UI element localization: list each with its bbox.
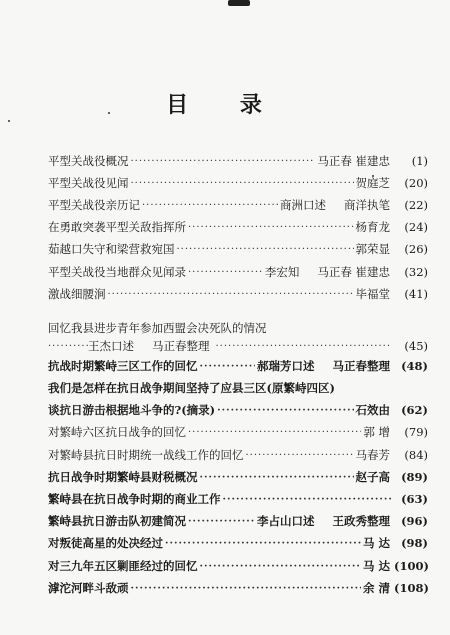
toc-entry[interactable] <box>48 150 428 172</box>
toc-entry[interactable] <box>48 466 428 488</box>
entry-author: 李宏知 <box>264 264 300 279</box>
entry-author-secondary: 马正春整理 <box>332 358 390 373</box>
toc-entry[interactable] <box>48 319 428 355</box>
entry-page: (1) <box>411 153 428 168</box>
toc-entry[interactable] <box>48 194 428 216</box>
entry-title: 对繁峙县抗日时期统一战线工作的回忆 <box>48 447 244 462</box>
entry-title: 平型关战役当地群众见闻录 <box>48 264 186 279</box>
entry-author: 马 达 <box>362 536 390 551</box>
entry-page: (89) <box>401 469 428 484</box>
entry-title: 繁峙县在抗日战争时期的商业工作 <box>48 492 221 507</box>
leader-dots <box>200 471 354 484</box>
entry-author: 杨育龙 <box>355 220 390 235</box>
page-title: 目 录 <box>166 93 284 118</box>
leader-dots <box>142 199 278 212</box>
entry-title: 平型关战役亲历记 <box>48 197 140 212</box>
entry-author: 马春芳 <box>355 447 390 462</box>
entry-title: 滹沱河畔斗敌顽 <box>48 580 129 595</box>
toc-entry[interactable] <box>48 217 428 239</box>
entry-author-secondary: 商洋执笔 <box>344 197 390 212</box>
leader-dots <box>216 340 393 353</box>
entry-author: 贺庭芝 <box>355 175 390 190</box>
scan-speck <box>108 112 110 114</box>
toc-entry[interactable] <box>48 261 428 283</box>
entry-title: 平型关战役见闻 <box>48 175 129 190</box>
section-gap <box>48 305 428 319</box>
entry-author: 石效由 <box>355 403 390 418</box>
toc-entry[interactable] <box>48 283 428 305</box>
entry-page: (32) <box>404 264 428 279</box>
toc-entry[interactable] <box>48 378 428 400</box>
entry-page: (48) <box>401 358 428 373</box>
entry-author: 余 清 <box>362 580 390 595</box>
entry-page: (96) <box>401 514 428 529</box>
entry-page: (26) <box>404 242 428 257</box>
entry-author: 郝瑞芳口述 <box>257 358 315 373</box>
entry-title: 在勇敢突袭平型关敌指挥所 <box>48 220 186 235</box>
entry-title: 激战细腰涧 <box>48 286 106 301</box>
toc-entry[interactable] <box>48 172 428 194</box>
entry-page: (63) <box>401 492 428 507</box>
leader-dots <box>48 340 88 353</box>
entry-author: 郭荣显 <box>355 242 390 257</box>
leader-dots <box>131 177 354 190</box>
toc-entry[interactable] <box>48 577 428 599</box>
entry-title: 平型关战役概况 <box>48 153 129 168</box>
scan-artifact <box>228 0 250 6</box>
entry-page: (45) <box>404 338 428 353</box>
toc-entry[interactable] <box>48 444 428 466</box>
leader-dots <box>188 515 255 528</box>
leader-dots <box>165 537 361 550</box>
entry-title: 回忆我县进步青年参加西盟会决死队的情况 <box>48 320 267 335</box>
leader-dots <box>131 582 361 595</box>
toc-entry[interactable] <box>48 400 428 422</box>
toc-entry[interactable] <box>48 488 428 510</box>
leader-dots <box>246 449 354 462</box>
entry-title: 对三九年五区剿匪经过的回忆 <box>48 558 198 573</box>
table-of-contents <box>48 150 428 599</box>
entry-title: 抗日战争时期繁峙县财税概况 <box>48 469 198 484</box>
entry-title: 抗战时期繁峙三区工作的回忆 <box>48 358 198 373</box>
entry-author: 郭 增 <box>363 425 390 440</box>
toc-entry[interactable] <box>48 533 428 555</box>
entry-title: 对叛徒高星的处决经过 <box>48 536 163 551</box>
toc-entry[interactable] <box>48 511 428 533</box>
entry-author-secondary: 马正春 崔建忠 <box>317 264 390 279</box>
toc-entry[interactable] <box>48 422 428 444</box>
leader-dots <box>200 560 361 573</box>
entry-author: 商洲口述 <box>280 197 326 212</box>
leader-dots <box>200 360 256 373</box>
entry-title: 我们是怎样在抗日战争期间坚持了应县三区(原繁峙四区) <box>48 381 335 396</box>
entry-page: (41) <box>404 286 428 301</box>
entry-page: (20) <box>404 175 428 190</box>
toc-entry[interactable] <box>48 355 428 377</box>
entry-author: 马正春 崔建忠 <box>317 153 390 168</box>
leader-dots <box>177 243 354 256</box>
entry-author-secondary: 马正春整理 <box>152 338 210 353</box>
leader-dots <box>108 288 354 301</box>
entry-page: (98) <box>401 536 428 551</box>
leader-dots <box>223 493 393 506</box>
entry-author: 李占山口述 <box>257 514 315 529</box>
entry-author: 王杰口述 <box>88 338 134 353</box>
entry-page: (84) <box>404 447 428 462</box>
entry-title: 繁峙县抗日游击队初建简况 <box>48 514 186 529</box>
leader-dots <box>188 266 263 279</box>
entry-title: 谈抗日游击根据地斗争的?(摘录) <box>48 403 216 418</box>
leader-dots <box>188 221 354 234</box>
entry-title: 对繁峙六区抗日战争的回忆 <box>48 425 186 440</box>
toc-entry[interactable] <box>48 239 428 261</box>
entry-title: 茹越口失守和梁营救宛国 <box>48 242 175 257</box>
entry-author: 马 达 <box>362 558 390 573</box>
leader-dots <box>217 404 353 417</box>
entry-page: (79) <box>404 425 428 440</box>
entry-author-secondary: 王政秀整理 <box>332 514 390 529</box>
entry-page: (108) <box>394 580 429 595</box>
entry-author: 毕福堂 <box>355 286 390 301</box>
entry-page: (22) <box>404 197 428 212</box>
leader-dots <box>188 426 361 439</box>
toc-entry[interactable] <box>48 555 428 577</box>
entry-page: (100) <box>394 558 429 573</box>
entry-page: (62) <box>401 403 428 418</box>
entry-author: 赵子高 <box>355 469 390 484</box>
scan-speck <box>8 120 10 122</box>
leader-dots <box>131 155 316 168</box>
entry-page: (24) <box>404 220 428 235</box>
